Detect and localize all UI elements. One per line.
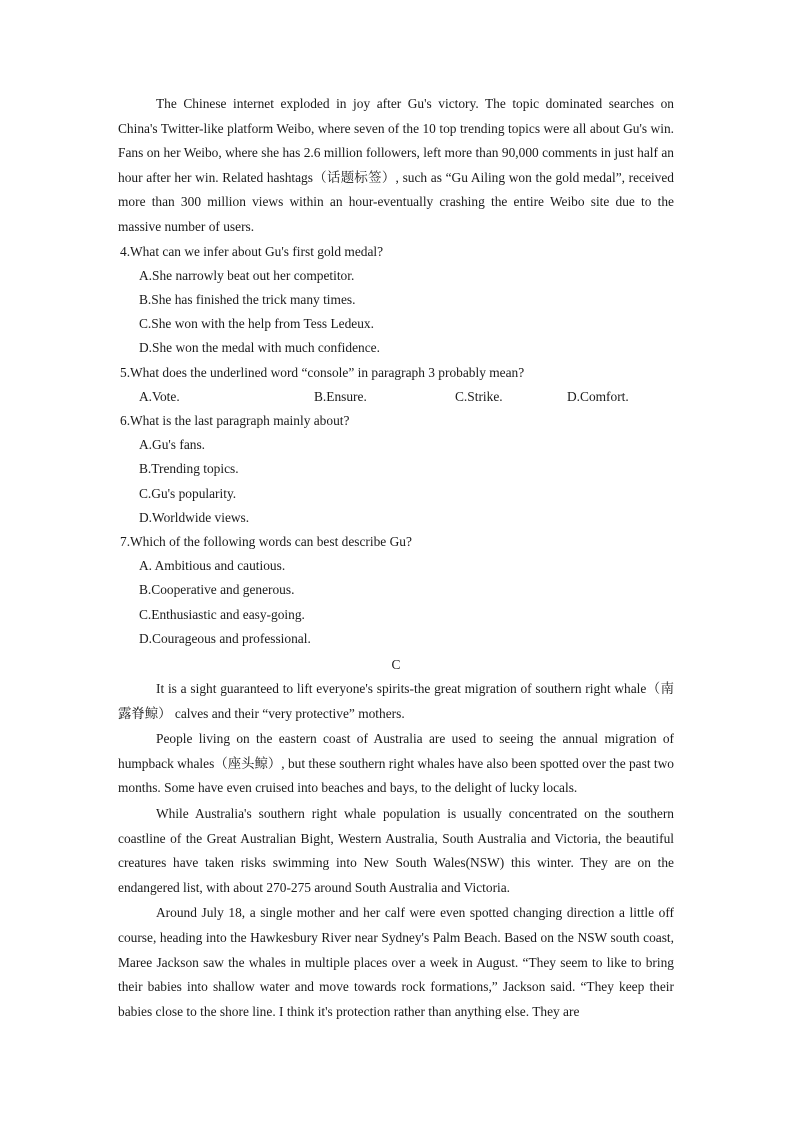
- question-6: [118, 409, 674, 530]
- option-c: C.Enthusiastic and easy-going.: [139, 606, 305, 622]
- document-page: [118, 92, 674, 1024]
- option-d: D.Courageous and professional.: [139, 630, 311, 646]
- option-d: D.Comfort.: [567, 388, 629, 404]
- question-stem: 6.What is the last paragraph mainly about?: [120, 412, 350, 428]
- option-a: A.She narrowly beat out her competitor.: [139, 267, 355, 283]
- question-4: [118, 240, 674, 361]
- option-b: B.Cooperative and generous.: [139, 582, 295, 598]
- passage-c-paragraph-4: Around July 18, a single mother and her calf were even spotted changing direction a little off course, heading into the Hawkesbury River near Sydney's Palm Beach. Based on the NSW south coast, Maree Jackson saw the whales in multiple places over a week in August. “They seem to like to bring their babies into shallow water and move towards rock formations,” Jackson said. “They keep their babies close to the shore line. I think it's protection rather than anything else. They are: [118, 905, 674, 1019]
- option-d: D.Worldwide views.: [139, 509, 250, 525]
- option-a: A.Gu's fans.: [139, 437, 206, 453]
- option-b: B.Ensure.: [314, 388, 367, 404]
- passage-c-paragraph-3: While Australia's southern right whale population is usually concentrated on the southern coastline of the Great Australian Bight, Western Australia, South Australia and Victoria, the beautiful creatures have taken risks swimming into New South Wales(NSW) this winter. They are on the endangered list, with about 270-275 around South Australia and Victoria.: [118, 805, 674, 895]
- options-row: [118, 385, 674, 409]
- question-stem: 7.Which of the following words can best describe Gu?: [120, 534, 412, 549]
- option-c: C.Strike.: [455, 388, 503, 404]
- question-5: [118, 361, 674, 409]
- passage-b-last-paragraph: The Chinese internet exploded in joy after Gu's victory. The topic dominated searches on China's Twitter-like platform Weibo, where seven of the 10 top trending topics were all about Gu's win. Fans on her Weibo, where she has 2.6 million followers, left more than 90,000 comments in just half an hour after her win. Related hashtags（话题标签）, such as “Gu Ailing won the gold medal”, received more than 300 million views within an hour-eventually crashing the entire Weibo site due to the massive number of users.: [118, 96, 674, 234]
- question-stem: 5.What does the underlined word “console” in paragraph 3 probably mean?: [120, 364, 525, 380]
- question-stem: 4.What can we infer about Gu's first gold medal?: [120, 243, 384, 259]
- option-a: A. Ambitious and cautious.: [139, 558, 286, 574]
- passage-c-paragraph-1: It is a sight guaranteed to lift everyone's spirits-the great migration of southern right whale（南露脊鲸） calves and their “very protective” mothers.: [118, 681, 674, 721]
- option-d: D.She won the medal with much confidence.: [139, 340, 380, 356]
- passage-c-paragraph-2: People living on the eastern coast of Australia are used to seeing the annual migration of humpback whales（座头鲸）, but these southern right whales have also been spotted over the past two months. Some have even cruised into beaches and bays, to the delight of lucky locals.: [118, 731, 674, 796]
- question-7: [118, 530, 674, 651]
- option-b: B.Trending topics.: [139, 461, 239, 477]
- section-heading: C: [391, 657, 401, 673]
- option-a: A.Vote.: [139, 388, 180, 404]
- option-b: B.She has finished the trick many times.: [139, 291, 356, 307]
- option-c: C.She won with the help from Tess Ledeux.: [139, 316, 374, 332]
- option-c: C.Gu's popularity.: [139, 485, 237, 501]
